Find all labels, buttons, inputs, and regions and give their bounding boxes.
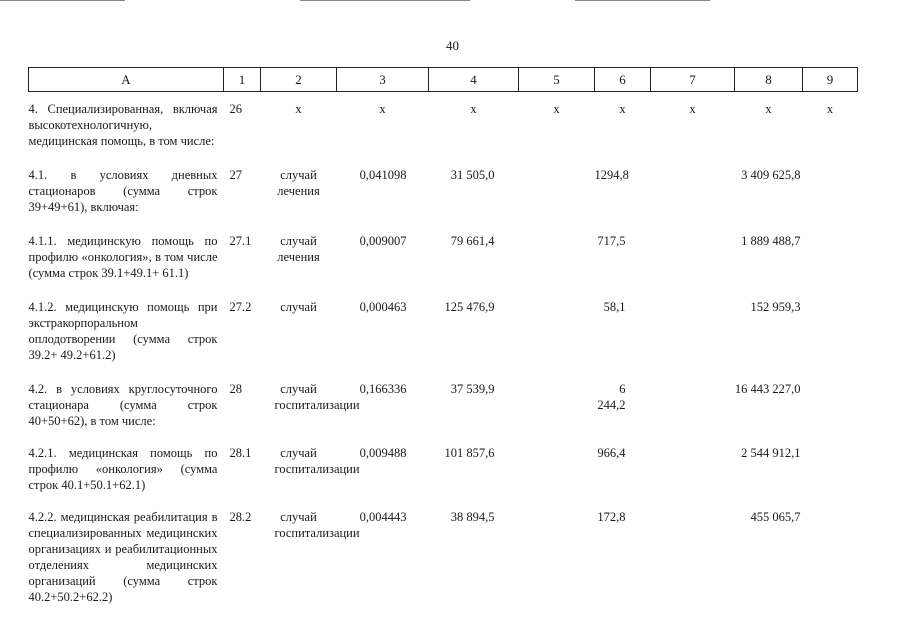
table-cell-col7: х <box>689 102 696 116</box>
table-cell-col7 <box>651 215 735 281</box>
header-cell: 2 <box>261 68 337 92</box>
table-cell-line: 27.1 <box>229 234 252 248</box>
table-cell-col9 <box>803 215 858 281</box>
table-cell-norm: 0,041098 <box>359 168 407 182</box>
table-cell-unit: случай лечения <box>277 168 320 198</box>
top-scan-rule-left <box>0 0 125 1</box>
header-cell: 1 <box>224 68 261 92</box>
table-cell-name: 4.1.1. медицинскую помощь по профилю «онкология», в том числе (сумма строк 39.1+49.1+ 61.1) <box>28 234 218 280</box>
table-cell-line: 28.1 <box>229 446 252 460</box>
table-cell-total: 152 959,3 <box>750 300 801 314</box>
header-cell: 7 <box>651 68 735 92</box>
table-cell-norm: 0,009007 <box>359 234 407 248</box>
table-cell-col9: х <box>826 102 834 116</box>
table-cell-name: 4.1.2. медицинскую помощь при экстракорпоральном оплодотворении (сумма строк 39.2+ 49.2+61.2) <box>28 300 218 362</box>
table-cell-total: х <box>765 102 772 116</box>
table-cell-col9 <box>803 429 858 493</box>
table-cell-col9 <box>803 149 858 215</box>
table-cell-unit: случай <box>280 300 317 314</box>
table-row <box>29 429 858 493</box>
header-cell: 6 <box>595 68 651 92</box>
table-cell-norm: 0,000463 <box>359 300 407 314</box>
table-cell-norm: 0,009488 <box>359 446 407 460</box>
header-row <box>29 68 858 92</box>
table-cell-total: 3 409 625,8 <box>741 168 801 182</box>
table-cell-percap: 1294,8 <box>594 168 629 182</box>
table-cell-percap: 966,4 <box>597 446 626 460</box>
table-cell-col5: х <box>553 102 560 116</box>
table-cell-line: 27.2 <box>229 300 252 314</box>
table-cell-norm: 0,004443 <box>359 510 407 524</box>
table-cell-col5 <box>519 215 595 281</box>
table-cell-line: 27 <box>229 168 242 182</box>
data-table <box>28 67 858 605</box>
table-cell-col9 <box>803 493 858 605</box>
table-cell-total: 455 065,7 <box>750 510 801 524</box>
table-cell-line: 28 <box>229 382 242 396</box>
table-cell-col5 <box>519 281 595 363</box>
table-cell-percap: 172,8 <box>597 510 626 524</box>
table-cell-norm: х <box>379 102 386 116</box>
table-cell-line: 28.2 <box>229 510 252 524</box>
table-cell-norm: 0,166336 <box>359 382 407 396</box>
table-row <box>29 363 858 429</box>
table-cell-col7 <box>651 363 735 429</box>
header-cell: 9 <box>803 68 858 92</box>
table-cell-col9 <box>803 281 858 363</box>
table-cell-percap: 58,1 <box>603 300 626 314</box>
page-number: 40 <box>446 38 459 53</box>
table-cell-col5 <box>519 493 595 605</box>
table-cell-col7 <box>651 281 735 363</box>
table-row <box>29 493 858 605</box>
table-cell-col7 <box>651 149 735 215</box>
table-cell-col5 <box>519 149 595 215</box>
table-cell-name: 4.2. в условиях круглосуточного стационара (сумма строк 40+50+62), в том числе: <box>28 382 218 428</box>
table-row <box>29 149 858 215</box>
table-cell-total: 2 544 912,1 <box>741 446 801 460</box>
table-cell-cost: 101 857,6 <box>444 446 495 460</box>
header-cell: 3 <box>337 68 429 92</box>
table-cell-cost: 31 505,0 <box>450 168 495 182</box>
table-cell-col5 <box>519 363 595 429</box>
table-row <box>29 215 858 281</box>
table-cell-total: 16 443 227,0 <box>734 382 801 396</box>
table-row <box>29 281 858 363</box>
table-cell-cost: х <box>470 102 477 116</box>
table-cell-cost: 37 539,9 <box>450 382 495 396</box>
table-cell-col9 <box>803 363 858 429</box>
table-cell-cost: 125 476,9 <box>444 300 495 314</box>
table-cell-unit: случай госпитализации <box>274 510 360 540</box>
header-cell: 8 <box>735 68 803 92</box>
header-cell: 4 <box>429 68 519 92</box>
table-cell-col5 <box>519 429 595 493</box>
table-cell-cost: 38 894,5 <box>450 510 495 524</box>
table-cell-percap: 6 244,2 <box>597 382 626 412</box>
table-cell-name: 4.2.1. медицинская помощь по профилю «онкология» (сумма строк 40.1+50.1+62.1) <box>28 446 218 492</box>
table-cell-unit: случай госпитализации <box>274 446 360 476</box>
table-cell-unit: случай лечения <box>277 234 320 264</box>
table-cell-col7 <box>651 493 735 605</box>
table-cell-name: 4.2.2. медицинская реабилитация в специализированных медицинских организациях и реабилитационных отделениях медицинских организаций (сумма строк 40.2+50.2+62.2) <box>28 510 218 604</box>
table-body <box>29 92 858 606</box>
table-cell-unit: х <box>295 102 302 116</box>
table-cell-percap: 717,5 <box>597 234 626 248</box>
table-cell-col7 <box>651 429 735 493</box>
header-cell: А <box>29 68 224 92</box>
table-cell-percap: х <box>619 102 626 116</box>
table-cell-name: 4. Специализированная, включая высокотехнологичную, медицинская помощь, в том числе: <box>28 102 218 148</box>
table-cell-line: 26 <box>229 102 242 116</box>
header-cell: 5 <box>519 68 595 92</box>
table-cell-name: 4.1. в условиях дневных стационаров (сумма строк 39+49+61), включая: <box>28 168 218 214</box>
table-cell-cost: 79 661,4 <box>450 234 495 248</box>
table-row <box>29 92 858 150</box>
table-cell-unit: случай госпитализации <box>274 382 360 412</box>
table-cell-total: 1 889 488,7 <box>741 234 801 248</box>
top-scan-rule-right <box>575 0 710 1</box>
top-scan-rule-mid <box>300 0 470 1</box>
